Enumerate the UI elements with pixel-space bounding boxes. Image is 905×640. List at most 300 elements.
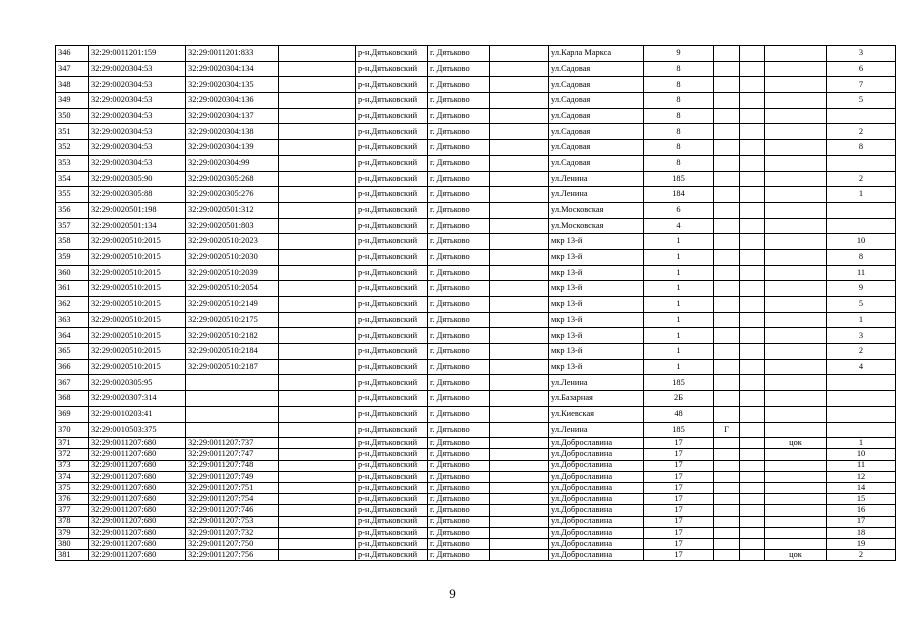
building-letter: Г: [714, 422, 740, 438]
object-cadastral-number: 32:29:0020304:135: [186, 77, 279, 93]
cadastral-number: 32:29:0020501:134: [89, 218, 186, 234]
settlement-cell: [490, 494, 549, 505]
house-number: 1: [644, 281, 714, 297]
structure-cell: [740, 218, 765, 234]
table-row: [56, 265, 896, 281]
settlement-cell: [490, 438, 549, 449]
apartment-number: 11: [827, 265, 896, 281]
city-name: г. Дятьково: [428, 438, 490, 449]
apartment-number: 2: [827, 344, 896, 360]
floor-note: [765, 297, 827, 313]
building-letter: [714, 505, 740, 516]
settlement-cell: [490, 140, 549, 156]
building-letter: [714, 297, 740, 313]
city-name: г. Дятьково: [428, 155, 490, 171]
row-number: 370: [56, 422, 89, 438]
region-cell: [279, 328, 356, 344]
cadastral-number: 32:29:0011207:680: [89, 471, 186, 482]
apartment-number: 1: [827, 312, 896, 328]
row-number: 369: [56, 406, 89, 422]
city-name: г. Дятьково: [428, 375, 490, 391]
object-cadastral-number: 32:29:0020304:134: [186, 61, 279, 77]
house-number: 184: [644, 187, 714, 203]
table-row: [56, 312, 896, 328]
building-letter: [714, 171, 740, 187]
city-name: г. Дятьково: [428, 218, 490, 234]
district-name: р-н.Дятьковский: [356, 494, 428, 505]
settlement-cell: [490, 406, 549, 422]
row-number: 362: [56, 297, 89, 313]
building-letter: [714, 281, 740, 297]
object-cadastral-number: 32:29:0020305:268: [186, 171, 279, 187]
structure-cell: [740, 449, 765, 460]
city-name: г. Дятьково: [428, 234, 490, 250]
row-number: 351: [56, 124, 89, 140]
floor-note: [765, 46, 827, 62]
cadastral-number: 32:29:0020304:53: [89, 155, 186, 171]
table-row: [56, 460, 896, 471]
street-name: ул.Садовая: [549, 108, 644, 124]
building-letter: [714, 187, 740, 203]
cadastral-number: 32:29:0011207:680: [89, 482, 186, 493]
region-cell: [279, 550, 356, 561]
floor-note: [765, 505, 827, 516]
street-name: ул.Доброславина: [549, 482, 644, 493]
settlement-cell: [490, 171, 549, 187]
floor-note: [765, 516, 827, 527]
apartment-number: 10: [827, 234, 896, 250]
table-row: [56, 328, 896, 344]
building-letter: [714, 516, 740, 527]
cadastral-number: 32:29:0020510:2015: [89, 328, 186, 344]
object-cadastral-number: 32:29:0020304:99: [186, 155, 279, 171]
street-name: ул.Московская: [549, 218, 644, 234]
settlement-cell: [490, 281, 549, 297]
apartment-number: 1: [827, 187, 896, 203]
floor-note: [765, 93, 827, 109]
street-name: ул.Доброславина: [549, 438, 644, 449]
row-number: 356: [56, 202, 89, 218]
settlement-cell: [490, 344, 549, 360]
district-name: р-н.Дятьковский: [356, 140, 428, 156]
building-letter: [714, 538, 740, 549]
house-number: 1: [644, 359, 714, 375]
settlement-cell: [490, 516, 549, 527]
settlement-cell: [490, 422, 549, 438]
floor-note: [765, 312, 827, 328]
object-cadastral-number: 32:29:0020510:2023: [186, 234, 279, 250]
street-name: ул.Садовая: [549, 140, 644, 156]
settlement-cell: [490, 538, 549, 549]
city-name: г. Дятьково: [428, 93, 490, 109]
house-number: 185: [644, 375, 714, 391]
floor-note: [765, 375, 827, 391]
floor-note: [765, 482, 827, 493]
street-name: мкр 13-й: [549, 312, 644, 328]
city-name: г. Дятьково: [428, 422, 490, 438]
house-number: 8: [644, 108, 714, 124]
house-number: 1: [644, 297, 714, 313]
table-row: [56, 359, 896, 375]
cadastral-number: 32:29:0020304:53: [89, 77, 186, 93]
object-cadastral-number: 32:29:0011207:756: [186, 550, 279, 561]
district-name: р-н.Дятьковский: [356, 328, 428, 344]
building-letter: [714, 375, 740, 391]
house-number: 8: [644, 155, 714, 171]
region-cell: [279, 482, 356, 493]
row-number: 378: [56, 516, 89, 527]
settlement-cell: [490, 234, 549, 250]
street-name: ул.Базарная: [549, 391, 644, 407]
cadastral-number: 32:29:0020304:53: [89, 108, 186, 124]
object-cadastral-number: 32:29:0020304:137: [186, 108, 279, 124]
settlement-cell: [490, 297, 549, 313]
structure-cell: [740, 391, 765, 407]
settlement-cell: [490, 187, 549, 203]
district-name: р-н.Дятьковский: [356, 61, 428, 77]
table-row: [56, 140, 896, 156]
building-letter: [714, 46, 740, 62]
cadastral-number: 32:29:0011207:680: [89, 494, 186, 505]
object-cadastral-number: 32:29:0020510:2149: [186, 297, 279, 313]
floor-note: [765, 406, 827, 422]
object-cadastral-number: 32:29:0020501:312: [186, 202, 279, 218]
region-cell: [279, 171, 356, 187]
table-row: [56, 550, 896, 561]
floor-note: [765, 265, 827, 281]
settlement-cell: [490, 449, 549, 460]
row-number: 377: [56, 505, 89, 516]
structure-cell: [740, 61, 765, 77]
structure-cell: [740, 328, 765, 344]
structure-cell: [740, 187, 765, 203]
settlement-cell: [490, 124, 549, 140]
settlement-cell: [490, 155, 549, 171]
street-name: ул.Садовая: [549, 61, 644, 77]
floor-note: [765, 155, 827, 171]
structure-cell: [740, 249, 765, 265]
apartment-number: 12: [827, 471, 896, 482]
building-letter: [714, 312, 740, 328]
apartment-number: [827, 155, 896, 171]
structure-cell: [740, 344, 765, 360]
table-row: [56, 406, 896, 422]
row-number: 363: [56, 312, 89, 328]
region-cell: [279, 438, 356, 449]
settlement-cell: [490, 218, 549, 234]
apartment-number: 14: [827, 482, 896, 493]
city-name: г. Дятьково: [428, 527, 490, 538]
settlement-cell: [490, 93, 549, 109]
district-name: р-н.Дятьковский: [356, 281, 428, 297]
settlement-cell: [490, 471, 549, 482]
cadastral-number: 32:29:0011207:680: [89, 527, 186, 538]
object-cadastral-number: 32:29:0020304:139: [186, 140, 279, 156]
street-name: ул.Доброславина: [549, 527, 644, 538]
building-letter: [714, 438, 740, 449]
street-name: ул.Доброславина: [549, 505, 644, 516]
district-name: р-н.Дятьковский: [356, 538, 428, 549]
city-name: г. Дятьково: [428, 328, 490, 344]
district-name: р-н.Дятьковский: [356, 46, 428, 62]
table-row: [56, 46, 896, 62]
table-row: [56, 187, 896, 203]
house-number: 185: [644, 171, 714, 187]
city-name: г. Дятьково: [428, 124, 490, 140]
table-row: [56, 494, 896, 505]
house-number: 17: [644, 505, 714, 516]
structure-cell: [740, 375, 765, 391]
row-number: 373: [56, 460, 89, 471]
row-number: 381: [56, 550, 89, 561]
floor-note: [765, 249, 827, 265]
street-name: мкр 13-й: [549, 249, 644, 265]
table-row: [56, 218, 896, 234]
city-name: г. Дятьково: [428, 171, 490, 187]
apartment-number: 19: [827, 538, 896, 549]
row-number: 371: [56, 438, 89, 449]
building-letter: [714, 93, 740, 109]
property-register-table: [55, 45, 896, 561]
row-number: 346: [56, 46, 89, 62]
house-number: 1: [644, 249, 714, 265]
page-number: 9: [449, 586, 456, 601]
structure-cell: [740, 538, 765, 549]
building-letter: [714, 494, 740, 505]
row-number: 354: [56, 171, 89, 187]
building-letter: [714, 471, 740, 482]
floor-note: [765, 538, 827, 549]
district-name: р-н.Дятьковский: [356, 375, 428, 391]
building-letter: [714, 77, 740, 93]
city-name: г. Дятьково: [428, 391, 490, 407]
district-name: р-н.Дятьковский: [356, 155, 428, 171]
structure-cell: [740, 460, 765, 471]
floor-note: [765, 61, 827, 77]
cadastral-number: 32:29:0020305:90: [89, 171, 186, 187]
object-cadastral-number: 32:29:0020510:2175: [186, 312, 279, 328]
city-name: г. Дятьково: [428, 77, 490, 93]
apartment-number: 3: [827, 328, 896, 344]
object-cadastral-number: 32:29:0020510:2054: [186, 281, 279, 297]
city-name: г. Дятьково: [428, 46, 490, 62]
street-name: ул.Киевская: [549, 406, 644, 422]
street-name: мкр 13-й: [549, 344, 644, 360]
cadastral-number: 32:29:0020510:2015: [89, 281, 186, 297]
structure-cell: [740, 124, 765, 140]
apartment-number: 6: [827, 61, 896, 77]
table-row: [56, 438, 896, 449]
table-row: [56, 234, 896, 250]
floor-note: [765, 108, 827, 124]
cadastral-number: 32:29:0011207:680: [89, 538, 186, 549]
floor-note: цок: [765, 550, 827, 561]
structure-cell: [740, 155, 765, 171]
city-name: г. Дятьково: [428, 312, 490, 328]
floor-note: [765, 422, 827, 438]
house-number: 17: [644, 516, 714, 527]
region-cell: [279, 375, 356, 391]
floor-note: [765, 471, 827, 482]
street-name: мкр 13-й: [549, 281, 644, 297]
cadastral-number: 32:29:0020501:198: [89, 202, 186, 218]
house-number: 8: [644, 124, 714, 140]
row-number: 360: [56, 265, 89, 281]
city-name: г. Дятьково: [428, 265, 490, 281]
object-cadastral-number: 32:29:0011201:833: [186, 46, 279, 62]
house-number: 17: [644, 471, 714, 482]
cadastral-number: 32:29:0011207:680: [89, 505, 186, 516]
building-letter: [714, 155, 740, 171]
object-cadastral-number: 32:29:0011207:732: [186, 527, 279, 538]
floor-note: [765, 187, 827, 203]
district-name: р-н.Дятьковский: [356, 550, 428, 561]
object-cadastral-number: [186, 422, 279, 438]
street-name: мкр 13-й: [549, 234, 644, 250]
street-name: ул.Карла Маркса: [549, 46, 644, 62]
structure-cell: [740, 482, 765, 493]
house-number: 8: [644, 77, 714, 93]
apartment-number: [827, 375, 896, 391]
city-name: г. Дятьково: [428, 344, 490, 360]
object-cadastral-number: 32:29:0011207:754: [186, 494, 279, 505]
structure-cell: [740, 140, 765, 156]
cadastral-number: 32:29:0011207:680: [89, 449, 186, 460]
row-number: 353: [56, 155, 89, 171]
structure-cell: [740, 202, 765, 218]
building-letter: [714, 218, 740, 234]
structure-cell: [740, 234, 765, 250]
region-cell: [279, 265, 356, 281]
house-number: 1: [644, 328, 714, 344]
region-cell: [279, 249, 356, 265]
street-name: ул.Московская: [549, 202, 644, 218]
cadastral-number: 32:29:0020510:2015: [89, 297, 186, 313]
city-name: г. Дятьково: [428, 494, 490, 505]
settlement-cell: [490, 108, 549, 124]
structure-cell: [740, 516, 765, 527]
district-name: р-н.Дятьковский: [356, 505, 428, 516]
building-letter: [714, 124, 740, 140]
apartment-number: [827, 422, 896, 438]
table-row: [56, 516, 896, 527]
house-number: 8: [644, 61, 714, 77]
table-row: [56, 344, 896, 360]
district-name: р-н.Дятьковский: [356, 359, 428, 375]
row-number: 349: [56, 93, 89, 109]
floor-note: [765, 359, 827, 375]
floor-note: [765, 328, 827, 344]
settlement-cell: [490, 202, 549, 218]
building-letter: [714, 460, 740, 471]
house-number: 6: [644, 202, 714, 218]
house-number: 48: [644, 406, 714, 422]
house-number: 8: [644, 93, 714, 109]
cadastral-number: 32:29:0020304:53: [89, 124, 186, 140]
city-name: г. Дятьково: [428, 249, 490, 265]
structure-cell: [740, 108, 765, 124]
region-cell: [279, 312, 356, 328]
settlement-cell: [490, 61, 549, 77]
region-cell: [279, 527, 356, 538]
table-row: [56, 505, 896, 516]
house-number: 17: [644, 538, 714, 549]
district-name: р-н.Дятьковский: [356, 449, 428, 460]
street-name: ул.Доброславина: [549, 471, 644, 482]
apartment-number: 9: [827, 281, 896, 297]
object-cadastral-number: 32:29:0011207:746: [186, 505, 279, 516]
settlement-cell: [490, 328, 549, 344]
object-cadastral-number: 32:29:0011207:749: [186, 471, 279, 482]
region-cell: [279, 140, 356, 156]
city-name: г. Дятьково: [428, 297, 490, 313]
building-letter: [714, 249, 740, 265]
table-row: [56, 538, 896, 549]
table-row: [56, 297, 896, 313]
cadastral-number: 32:29:0011207:680: [89, 438, 186, 449]
city-name: г. Дятьково: [428, 108, 490, 124]
row-number: 374: [56, 471, 89, 482]
cadastral-number: 32:29:0020510:2015: [89, 249, 186, 265]
region-cell: [279, 460, 356, 471]
city-name: г. Дятьково: [428, 516, 490, 527]
settlement-cell: [490, 482, 549, 493]
cadastral-number: 32:29:0011207:680: [89, 460, 186, 471]
city-name: г. Дятьково: [428, 482, 490, 493]
table-row: [56, 449, 896, 460]
region-cell: [279, 124, 356, 140]
cadastral-number: 32:29:0020307:314: [89, 391, 186, 407]
settlement-cell: [490, 391, 549, 407]
cadastral-number: 32:29:0020510:2015: [89, 312, 186, 328]
region-cell: [279, 494, 356, 505]
table-row: [56, 527, 896, 538]
settlement-cell: [490, 359, 549, 375]
house-number: 2Б: [644, 391, 714, 407]
row-number: 368: [56, 391, 89, 407]
house-number: 1: [644, 265, 714, 281]
table-row: [56, 171, 896, 187]
floor-note: [765, 202, 827, 218]
region-cell: [279, 218, 356, 234]
district-name: р-н.Дятьковский: [356, 124, 428, 140]
cadastral-number: 32:29:0020304:53: [89, 61, 186, 77]
city-name: г. Дятьково: [428, 61, 490, 77]
house-number: 1: [644, 234, 714, 250]
settlement-cell: [490, 375, 549, 391]
district-name: р-н.Дятьковский: [356, 527, 428, 538]
region-cell: [279, 93, 356, 109]
cadastral-number: 32:29:0010203:41: [89, 406, 186, 422]
house-number: 4: [644, 218, 714, 234]
district-name: р-н.Дятьковский: [356, 265, 428, 281]
apartment-number: 3: [827, 46, 896, 62]
row-number: 357: [56, 218, 89, 234]
structure-cell: [740, 359, 765, 375]
street-name: мкр 13-й: [549, 265, 644, 281]
cadastral-number: 32:29:0011207:680: [89, 550, 186, 561]
region-cell: [279, 297, 356, 313]
building-letter: [714, 344, 740, 360]
street-name: ул.Доброславина: [549, 449, 644, 460]
city-name: г. Дятьково: [428, 359, 490, 375]
settlement-cell: [490, 550, 549, 561]
city-name: г. Дятьково: [428, 538, 490, 549]
apartment-number: 8: [827, 249, 896, 265]
house-number: 17: [644, 460, 714, 471]
row-number: 361: [56, 281, 89, 297]
house-number: 17: [644, 527, 714, 538]
